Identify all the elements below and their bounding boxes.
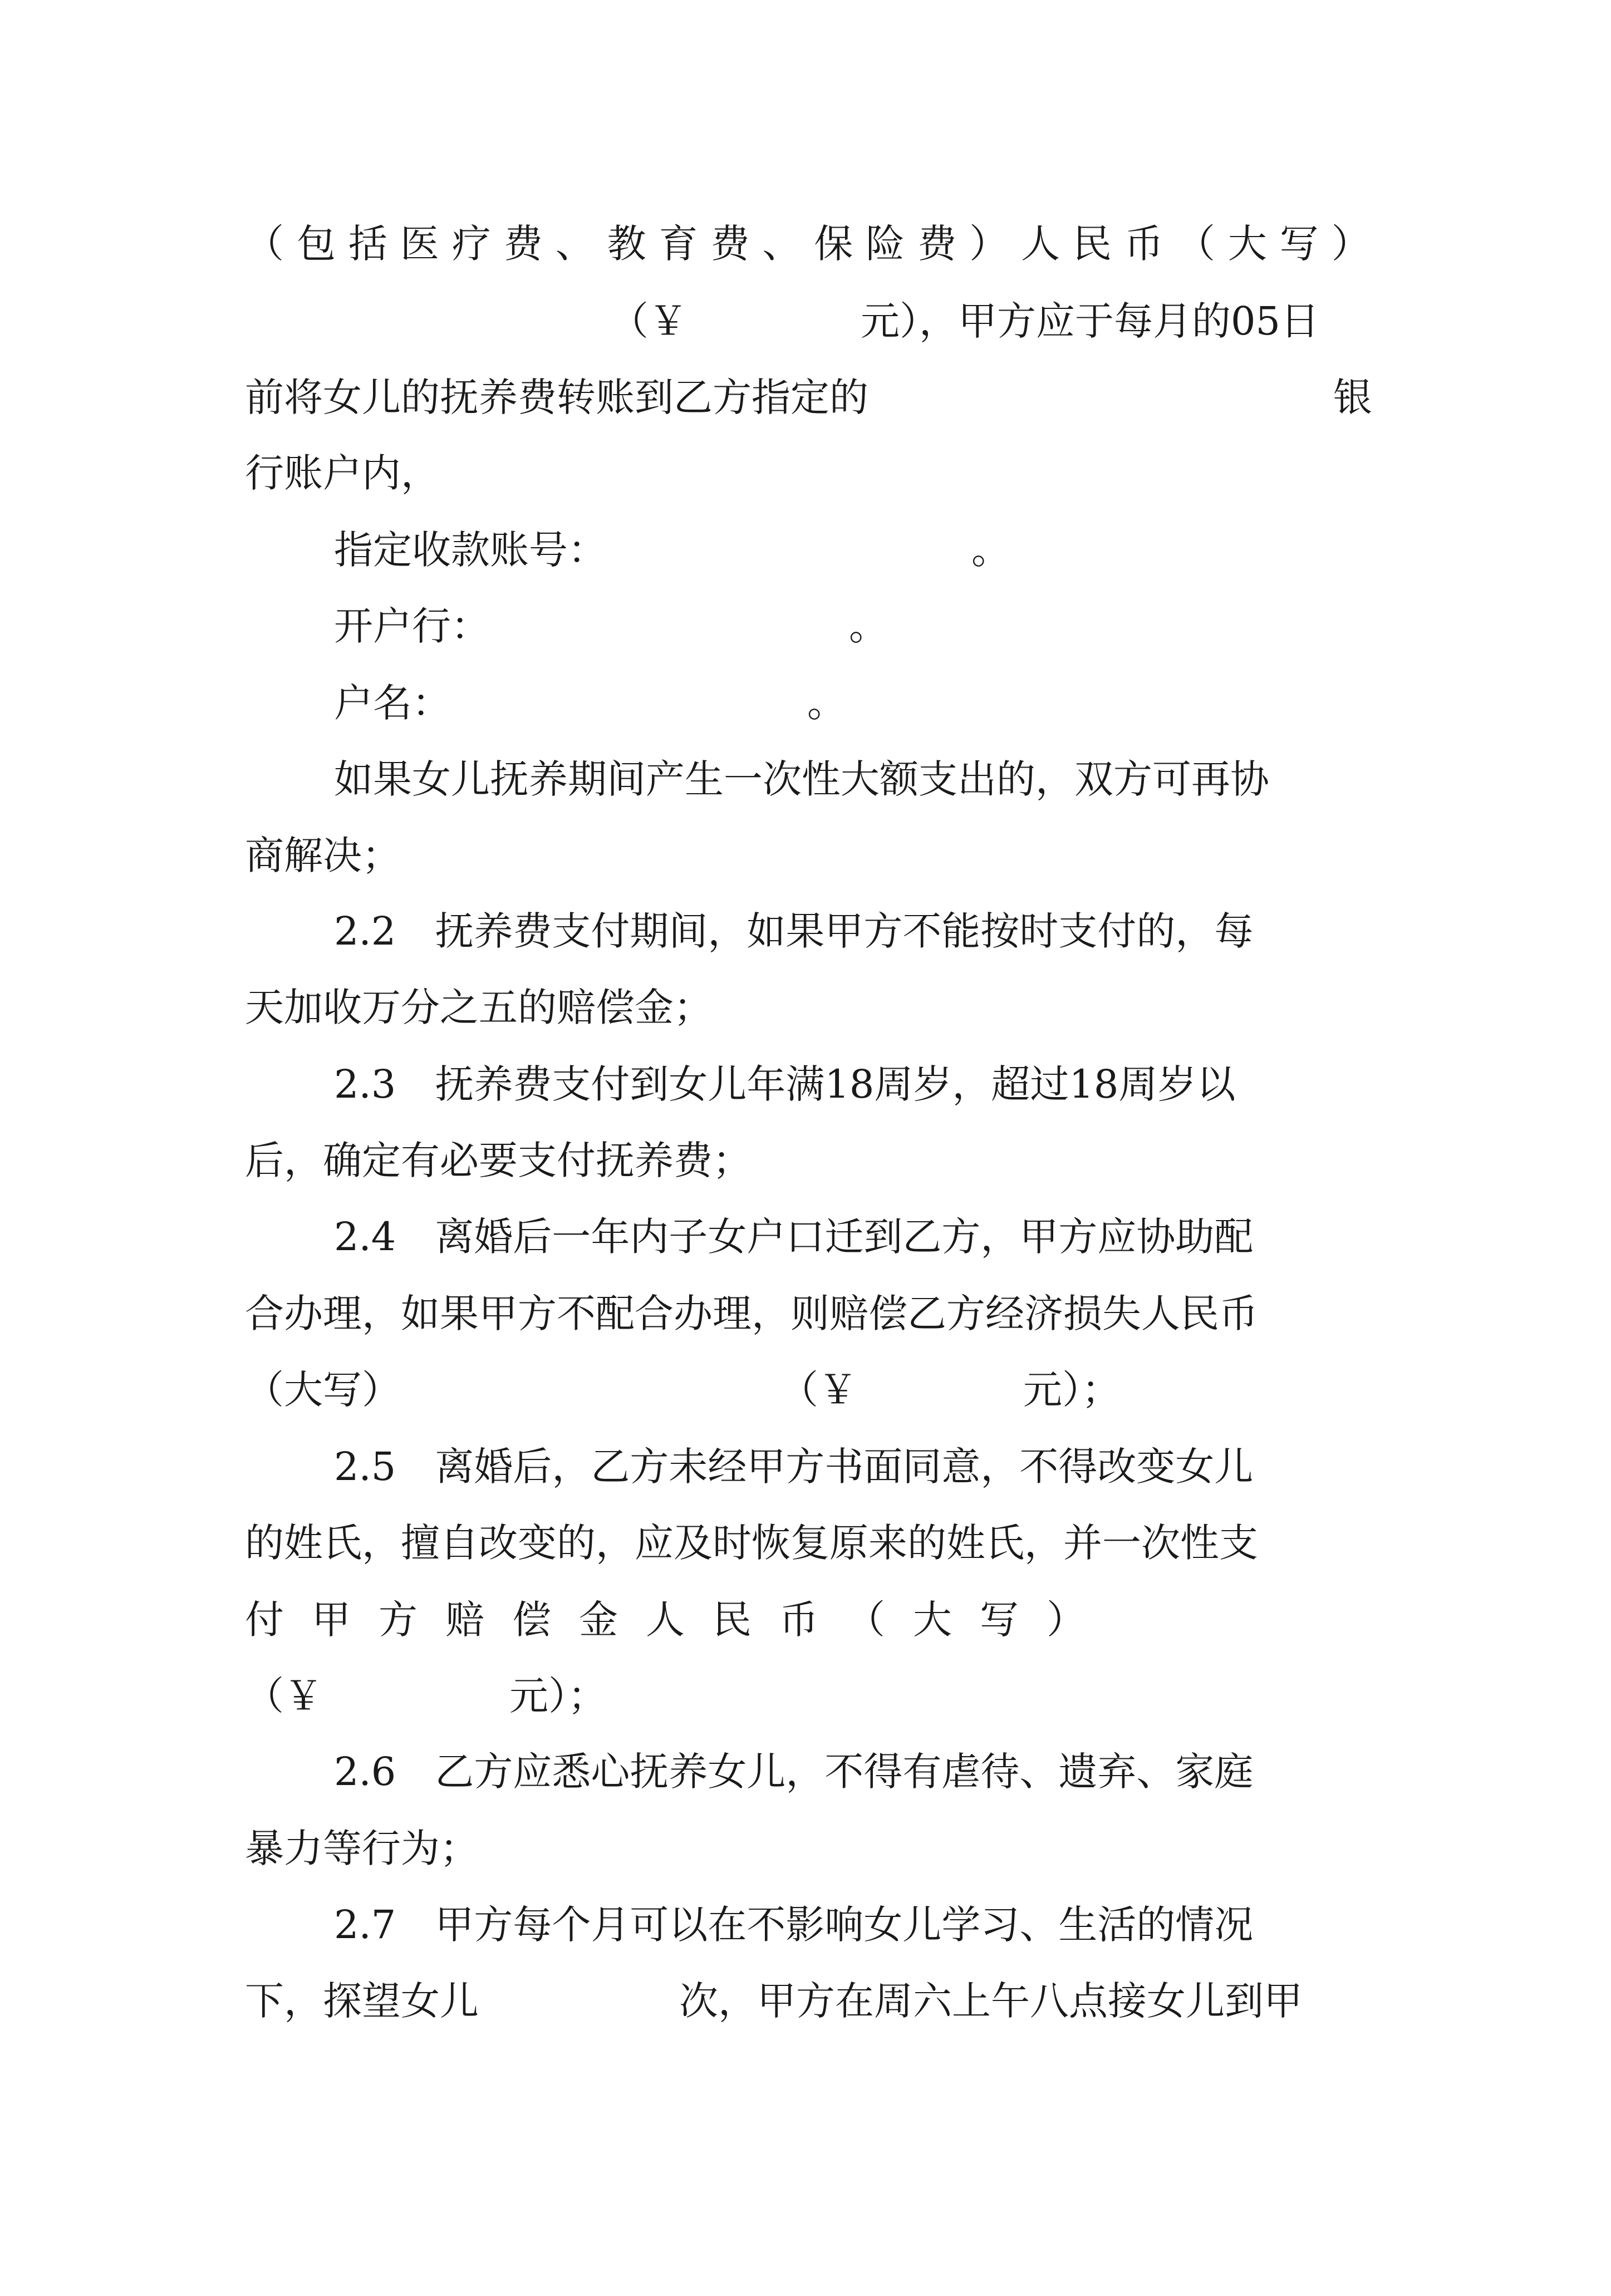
bank-label: 开户行： — [334, 603, 490, 649]
clause-2-7-line-2: 下，探望女儿 次，甲方在周六上午八点接女儿到甲 — [245, 1978, 1303, 2024]
clause-2-1-line-1: （ 包 括 医 疗 费 、 教 育 费 、 保 险 费 ） 人 民 币 （ 大 写 ） — [245, 221, 1371, 267]
clause-2-3-line-2: 后，确定有必要支付抚养费； — [245, 1138, 752, 1183]
clause-2-4-line-1: 2.4 离婚后一年内子女户口迁到乙方，甲方应协助配 — [334, 1214, 1254, 1260]
clause-2-7-line-1: 2.7 甲方每个月可以在不影响女儿学习、生活的情况 — [334, 1902, 1254, 1948]
account-name-label: 户名： — [334, 680, 451, 726]
account-number-line: 指定收款账号： 。 — [0, 525, 25, 575]
account-name-line: 户名： 。 — [0, 678, 25, 728]
clause-2-5-line-1: 2.5 离婚后，乙方未经甲方书面同意，不得改变女儿 — [334, 1444, 1254, 1489]
clause-2-3-line-1: 2.3 抚养费支付到女儿年满18周岁，超过18周岁以 — [334, 1061, 1236, 1107]
clause-2-6-line-2: 暴力等行为； — [245, 1826, 479, 1871]
clause-2-4-line-2: 合办理，如果甲方不配合办理，则赔偿乙方经济损失人民币 — [245, 1291, 1258, 1336]
clause-2-5-line-2: 的姓氏，擅自改变的，应及时恢复原来的姓氏，并一次性支 — [245, 1520, 1258, 1566]
clause-2-5-line-4: （￥ 元）； — [245, 1673, 607, 1719]
clause-2-1-line-2 — [0, 296, 1320, 346]
clause-2-5-line-3: 付 甲 方 赔 偿 金 人 民 币 （ 大 写 ） — [245, 1597, 1086, 1643]
clause-2-2-line-1: 2.2 抚养费支付期间，如果甲方不能按时支付的，每 — [334, 908, 1254, 954]
bank-line: 开户行： 。 — [0, 601, 25, 651]
clause-2-1-line-3: 前将女儿的抚养费转账到乙方指定的 银 — [245, 375, 1372, 420]
clause-2-1-line-4: 行账户内， — [245, 450, 440, 496]
clause-2-6-line-1: 2.6 乙方应悉心抚养女儿，不得有虐待、遗弃、家庭 — [334, 1749, 1254, 1794]
large-expense-line-1: 如果女儿抚养期间产生一次性大额支出的，双方可再协 — [334, 756, 1269, 802]
payment-deadline-text: 元），甲方应于每月的05日 — [861, 298, 1320, 344]
clause-2-2-line-2: 天加收万分之五的赔偿金； — [245, 985, 713, 1030]
clause-2-4-line-3: （大写） （￥ 元）； — [245, 1367, 1121, 1413]
account-number-label: 指定收款账号： — [334, 527, 607, 573]
currency-open: （￥ — [610, 298, 687, 344]
large-expense-line-2: 商解决； — [245, 833, 401, 878]
